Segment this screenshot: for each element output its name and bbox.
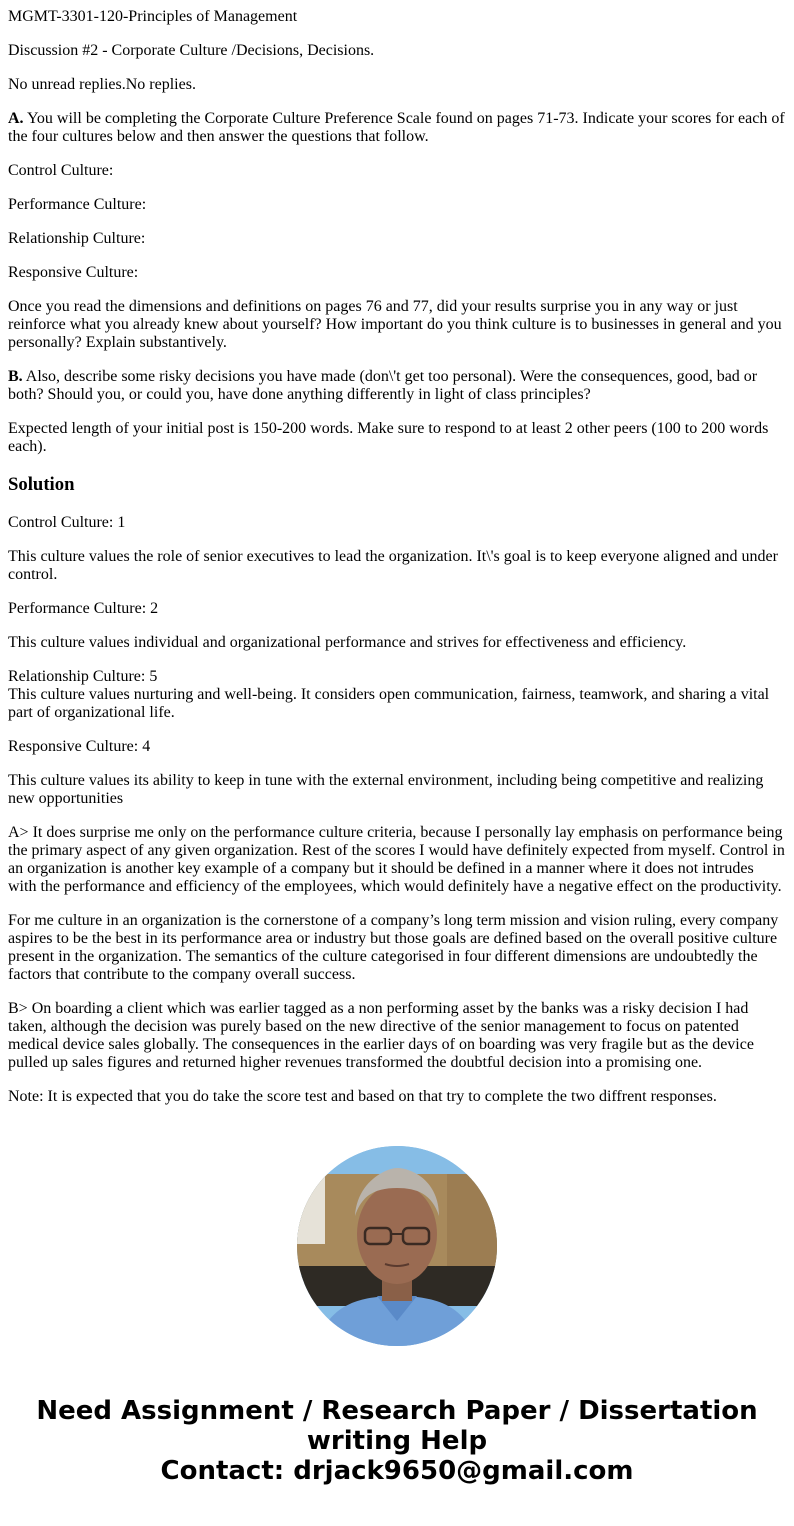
person-portrait-icon (297, 1146, 497, 1346)
culture-field-performance: Performance Culture: (8, 196, 147, 213)
reflection-question: Once you read the dimensions and definitions on pages 76 and 77, did your results surprise you in any way or just reinforce what you already knew about yourself? How important do you think culture is to businesses in general and you personally? Explain substantively. (8, 298, 782, 351)
course-title: MGMT-3301-120-Principles of Management (8, 8, 298, 25)
help-offer-text: Need Assignment / Research Paper / Dissertation writing Help (36, 1396, 758, 1456)
note: Note: It is expected that you do take the score test and based on that try to complete the two diffrent responses. (8, 1088, 717, 1105)
avatar-container (0, 1146, 794, 1346)
discussion-title: Discussion #2 - Corporate Culture /Decisions, Decisions. (8, 42, 375, 59)
score-responsive-description: This culture values its ability to keep in tune with the external environment, including being competitive and realizing new opportunities (8, 772, 764, 807)
score-responsive: Responsive Culture: 4 (8, 738, 151, 755)
culture-field-control: Control Culture: (8, 162, 114, 179)
score-performance-description: This culture values individual and organizational performance and strives for effectiveness and efficiency. (8, 634, 687, 651)
score-performance: Performance Culture: 2 (8, 600, 159, 617)
answer-a-continued: For me culture in an organization is the cornerstone of a company’s long term mission and vision ruling, every company aspires to be the best in its performance area or industry but those goals are defined based on the overall positive culture present in the organization. The semantics of the culture categorised in four different dimensions are undoubtedly the factors that contribute to the company overall success. (8, 912, 779, 983)
reply-status: No unread replies.No replies. (8, 76, 196, 93)
part-a-label: A. (8, 110, 24, 127)
prompt-part-a (8, 110, 786, 146)
score-relationship: Relationship Culture: 5 (8, 668, 158, 685)
contact-banner (0, 1396, 794, 1526)
avatar (297, 1146, 497, 1346)
score-control-description: This culture values the role of senior executives to lead the organization. It\'s goal is to keep everyone aligned and under control. (8, 548, 778, 583)
part-b-text: Also, describe some risky decisions you have made (don\'t get too personal). Were the consequences, good, bad or both? Should you, or could you, have done anything differently in light of class principles? (8, 368, 758, 403)
contact-email: Contact: drjack9650@gmail.com (160, 1456, 634, 1486)
part-a-text: You will be completing the Corporate Culture Preference Scale found on pages 71-73. Indicate your scores for each of the four cultures below and then answer the questions that follow. (8, 110, 785, 145)
prompt-part-b (8, 368, 786, 404)
culture-field-responsive: Responsive Culture: (8, 264, 139, 281)
score-relationship-description: This culture values nurturing and well-being. It considers open communication, fairness, teamwork, and sharing a vital part of organizational life. (8, 686, 770, 721)
expectations: Expected length of your initial post is 150-200 words. Make sure to respond to at least 2 other peers (100 to 200 words each). (8, 420, 769, 455)
culture-field-relationship: Relationship Culture: (8, 230, 146, 247)
solution-heading: Solution (8, 474, 75, 495)
answer-b: B> On boarding a client which was earlier tagged as a non performing asset by the banks was a risky decision I had taken, although the decision was purely based on the new directive of the senior management to focus on patented medical device sales globally. The consequences in the earlier days of on boarding was very fragile but as the device pulled up sales figures and returned higher revenues transformed the doubtful decision into a promising one. (8, 1000, 754, 1071)
answer-a: A> It does surprise me only on the performance culture criteria, because I personally lay emphasis on performance being the primary aspect of any given organization. Rest of the scores I would have definitely expected from myself. Control in an organization is another key example of a company but it should be defined in a manner where it does not intrudes with the performance and efficiency of the employees, which would definitely have a negative effect on the productivity. (8, 824, 785, 895)
score-control: Control Culture: 1 (8, 514, 126, 531)
part-b-label: B. (8, 368, 23, 385)
